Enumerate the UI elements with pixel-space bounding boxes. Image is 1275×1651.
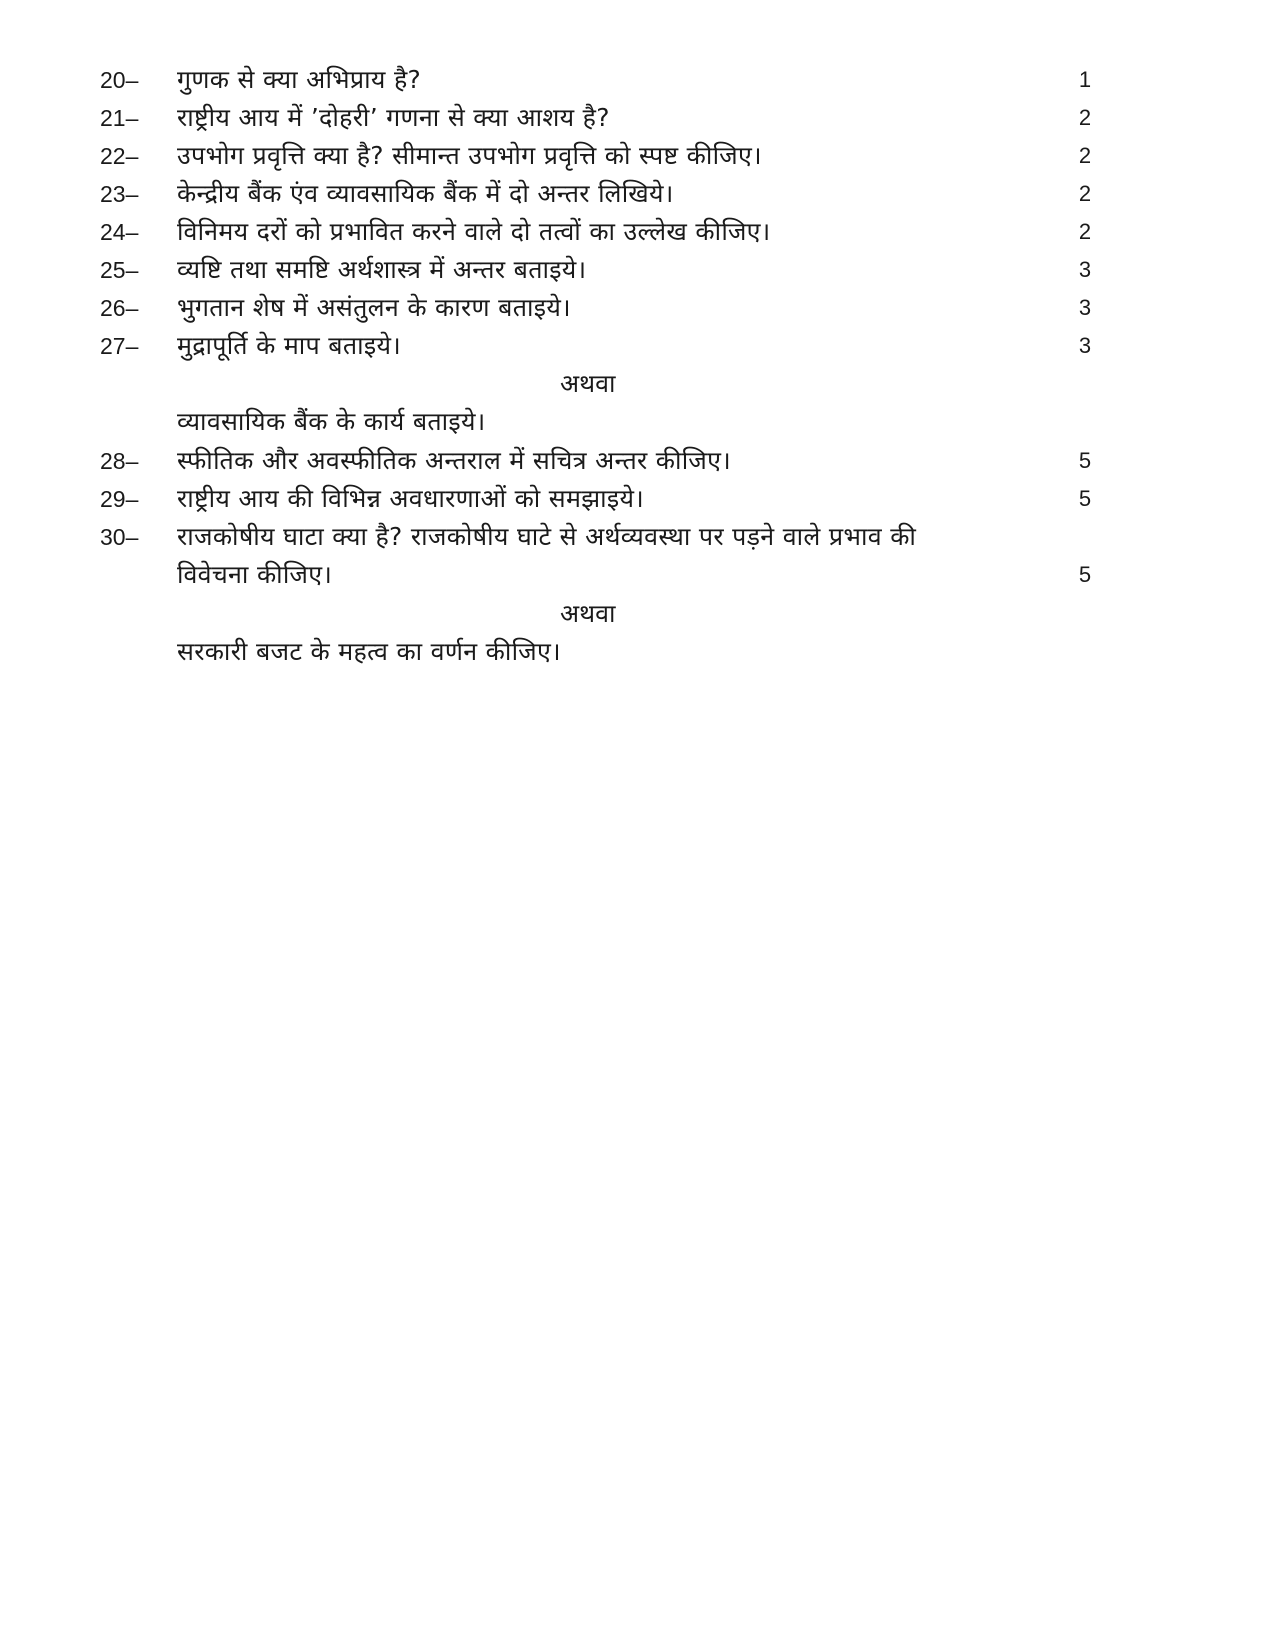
question-marks: 2 [1078, 181, 1092, 206]
question-number: 28– [100, 448, 139, 474]
question-text: स्फीतिक और अवस्फीतिक अन्तराल में सचित्र अन्तर कीजिए। [177, 446, 732, 475]
question-text: राष्ट्रीय आय की विभिन्न अवधारणाओं को समझाइये। [177, 484, 645, 513]
question-marks: 5 [1078, 448, 1092, 473]
question-22 [0, 136, 1275, 176]
question-number: 25– [100, 257, 139, 283]
question-number: 21– [100, 105, 139, 131]
question-marks: 2 [1078, 219, 1092, 244]
question-marks: 2 [1078, 105, 1092, 130]
question-marks: 3 [1078, 295, 1092, 320]
question-27 [0, 326, 1275, 366]
question-number: 20– [100, 67, 139, 93]
question-text-continuation: विवेचना कीजिए। [177, 560, 333, 589]
question-marks: 5 [1078, 486, 1092, 511]
question-number: 27– [100, 333, 139, 359]
question-text: गुणक से क्या अभिप्राय है? [177, 65, 422, 94]
question-number: 30– [100, 524, 139, 550]
question-marks: 2 [1078, 143, 1092, 168]
question-23 [0, 174, 1275, 214]
question-28 [0, 441, 1275, 481]
question-21 [0, 98, 1275, 138]
question-number: 22– [100, 143, 139, 169]
or-label: अथवा [560, 599, 616, 628]
question-text: केन्द्रीय बैंक एंव व्यावसायिक बैंक में दो अन्तर लिखिये। [177, 179, 674, 208]
or-separator [0, 364, 1275, 404]
question-number: 29– [100, 486, 139, 512]
question-number: 23– [100, 181, 139, 207]
question-marks: 3 [1078, 257, 1092, 282]
question-text: व्यष्टि तथा समष्टि अर्थशास्त्र में अन्तर बताइये। [177, 255, 587, 284]
question-20 [0, 60, 1275, 100]
question-text: भुगतान शेष में असंतुलन के कारण बताइये। [177, 293, 571, 322]
question-number: 26– [100, 295, 139, 321]
question-text: उपभोग प्रवृत्ति क्या है? सीमान्त उपभोग प्रवृत्ति को स्पष्ट कीजिए। [177, 141, 762, 170]
alternative-question-text: व्यावसायिक बैंक के कार्य बताइये। [177, 407, 486, 436]
question-text: राष्ट्रीय आय में ’दोहरी’ गणना से क्या आशय है? [177, 103, 610, 132]
question-text: विनिमय दरों को प्रभावित करने वाले दो तत्वों का उल्लेख कीजिए। [177, 217, 771, 246]
question-29 [0, 479, 1275, 519]
question-marks: 3 [1078, 333, 1092, 358]
question-25 [0, 250, 1275, 290]
question-marks: 1 [1078, 67, 1092, 92]
question-number: 24– [100, 219, 139, 245]
question-text: मुद्रापूर्ति के माप बताइये। [177, 331, 402, 360]
or-label: अथवा [560, 369, 616, 398]
question-30 [0, 517, 1275, 557]
question-30-alternative [0, 632, 1275, 672]
question-27-alternative [0, 402, 1275, 442]
question-marks: 5 [1078, 562, 1092, 587]
question-30-continuation [0, 555, 1275, 595]
question-24 [0, 212, 1275, 252]
or-separator [0, 594, 1275, 634]
question-text: राजकोषीय घाटा क्या है? राजकोषीय घाटे से अर्थव्यवस्था पर पड़ने वाले प्रभाव की [177, 522, 917, 551]
question-26 [0, 288, 1275, 328]
alternative-question-text: सरकारी बजट के महत्व का वर्णन कीजिए। [177, 637, 561, 666]
